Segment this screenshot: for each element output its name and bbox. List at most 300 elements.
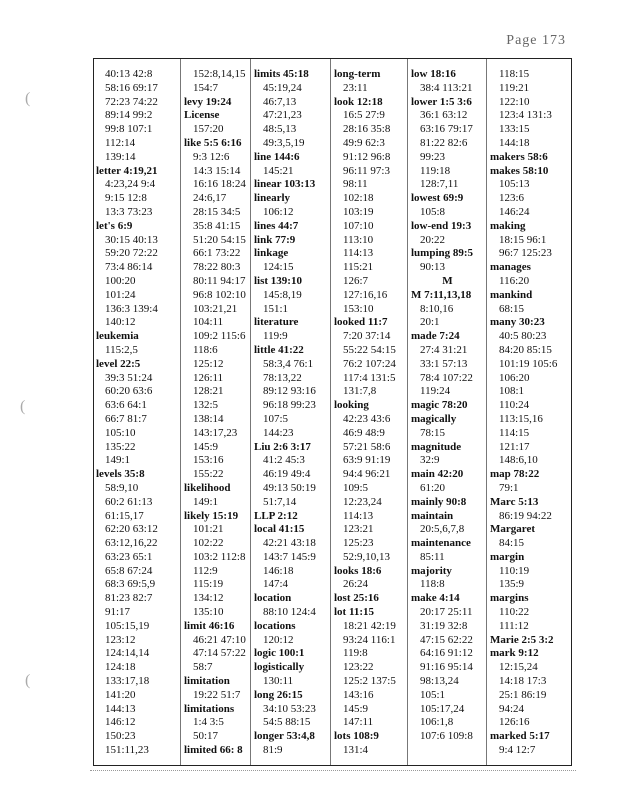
page-reference: 123:4 131:3	[499, 109, 552, 122]
page-reference: 126:16	[499, 716, 530, 729]
page-reference: 59:20 72:22	[105, 247, 158, 260]
page-reference: 117:4 131:5	[343, 371, 396, 384]
index-headword: margin	[490, 550, 525, 563]
page-reference: 113:15,16	[499, 412, 543, 425]
index-headword: like 5:5 6:16	[184, 136, 242, 149]
page-reference: 125:2 137:5	[343, 675, 396, 688]
index-headword: looked 11:7	[334, 316, 388, 329]
index-headword: M 7:11,13,18	[411, 288, 472, 301]
page-reference: 68:15	[499, 302, 525, 315]
page-reference: 65:8 67:24	[105, 564, 153, 577]
page-reference: 38:4 113:21	[420, 81, 473, 94]
index-headword: low-end 19:3	[411, 219, 472, 232]
binder-hole-mark-middle: (	[20, 398, 26, 415]
page-reference: 103:21,21	[193, 302, 238, 315]
page-reference: 157:20	[193, 123, 224, 136]
page-reference: 150:23	[105, 730, 136, 743]
index-headword: Marie 2:5 3:2	[490, 633, 554, 646]
page-reference: 119:24	[420, 385, 451, 398]
page-reference: 41:2 45:3	[263, 454, 305, 467]
page-reference: 127:16,16	[343, 288, 388, 301]
page-reference: 28:15 34:5	[193, 205, 241, 218]
index-headword: manages	[490, 261, 531, 274]
page-reference: 119:21	[499, 81, 530, 94]
index-headword: lot 11:15	[334, 606, 375, 619]
page-reference: 49:3,5,19	[263, 136, 305, 149]
page-reference: 123:6	[499, 192, 525, 205]
index-headword: maintenance	[411, 537, 471, 550]
page-reference: 112:9	[193, 564, 218, 577]
page-reference: 32:9	[420, 454, 440, 467]
page-reference: 78:22 80:3	[193, 261, 241, 274]
index-headword: looks 18:6	[334, 564, 382, 577]
page-reference: 26:24	[343, 578, 369, 591]
index-headword: letter 4:19,21	[96, 164, 158, 177]
page-reference: 90:13	[420, 261, 446, 274]
page-reference: 146:18	[263, 564, 294, 577]
page-reference: 91:12 96:8	[343, 150, 391, 163]
page-reference: 9:3 12:6	[193, 150, 230, 163]
index-headword: link 77:9	[254, 233, 296, 246]
index-headword: let's 6:9	[96, 219, 133, 232]
index-headword: many 30:23	[490, 316, 545, 329]
page-reference: 118:6	[193, 343, 218, 356]
index-headword: lower 1:5 3:6	[411, 95, 472, 108]
page-reference: 52:9,10,13	[343, 550, 391, 563]
column-divider	[407, 59, 408, 765]
page-reference: 96:8 102:10	[193, 288, 246, 301]
page-reference: 149:1	[193, 495, 219, 508]
page-reference: 64:16 91:12	[420, 647, 473, 660]
page-reference: 76:2 107:24	[343, 357, 396, 370]
column-divider	[250, 59, 251, 765]
page-reference: 119:9	[263, 330, 288, 343]
page-reference: 47:15 62:22	[420, 633, 473, 646]
page-reference: 49:9 62:3	[343, 136, 385, 149]
page-reference: 119:8	[343, 647, 368, 660]
page-reference: 112:14	[105, 136, 136, 149]
page-reference: 106:1,8	[420, 716, 454, 729]
page-reference: 93:24 116:1	[343, 633, 396, 646]
page-reference: 109:2 115:6	[193, 330, 246, 343]
page-reference: 148:6,10	[499, 454, 538, 467]
index-headword: lumping 89:5	[411, 247, 474, 260]
page-reference: 36:1 63:12	[420, 109, 468, 122]
page-reference: 133:17,18	[105, 675, 150, 688]
index-headword: line 144:6	[254, 150, 300, 163]
page-reference: 89:12 93:16	[263, 385, 316, 398]
page-reference: 55:22 54:15	[343, 343, 396, 356]
page-reference: 20:1	[420, 316, 440, 329]
page-reference: 101:21	[193, 523, 224, 536]
index-headword: list 139:10	[254, 274, 302, 287]
page-reference: 106:20	[499, 371, 530, 384]
page-reference: 84:20 85:15	[499, 343, 552, 356]
page-reference: 121:17	[499, 440, 530, 453]
page-reference: 96:11 97:3	[343, 164, 390, 177]
index-column-1	[94, 68, 180, 758]
page-reference: 145:8,19	[263, 288, 302, 301]
page-reference: 103:2 112:8	[193, 550, 246, 563]
page-number: Page 173	[506, 33, 566, 48]
index-headword: made 7:24	[411, 330, 460, 343]
index-headword: linearly	[254, 192, 291, 205]
index-headword: magic 78:20	[411, 399, 468, 412]
index-headword: License	[184, 109, 220, 122]
page-reference: 20:17 25:11	[420, 606, 473, 619]
page-reference: 135:9	[499, 578, 525, 591]
index-column-6	[488, 68, 572, 758]
page-reference: 14:3 15:14	[193, 164, 241, 177]
page-reference: 25:1 86:19	[499, 688, 547, 701]
page-reference: 58:7	[193, 661, 213, 674]
page-reference: 149:1	[105, 454, 131, 467]
page-reference: 60:2 61:13	[105, 495, 153, 508]
page-reference: 35:8 41:15	[193, 219, 241, 232]
page-reference: 135:22	[105, 440, 136, 453]
index-headword: LLP 2:12	[254, 509, 298, 522]
page-reference: 13:3 73:23	[105, 205, 153, 218]
page-reference: 9:4 12:7	[499, 744, 536, 757]
page-reference: 110:19	[499, 564, 530, 577]
page-reference: 138:14	[193, 412, 224, 425]
index-headword: local 41:15	[254, 523, 305, 536]
page-reference: 140:12	[105, 316, 136, 329]
page-reference: 91:17	[105, 606, 131, 619]
page-reference: 28:16 35:8	[343, 123, 391, 136]
page-reference: 107:5	[263, 412, 289, 425]
index-headword: limitations	[184, 702, 235, 715]
index-headword: linear 103:13	[254, 178, 316, 191]
page-reference: 107:6 109:8	[420, 730, 473, 743]
page-reference: 100:20	[105, 274, 136, 287]
page-reference: 99:8 107:1	[105, 123, 153, 136]
index-column-4	[332, 68, 407, 758]
page-reference: 51:7,14	[263, 495, 297, 508]
page-reference: 30:15 40:13	[105, 233, 158, 246]
index-headword: levels 35:8	[96, 468, 145, 481]
index-headword: mankind	[490, 288, 533, 301]
page-reference: 102:22	[193, 537, 224, 550]
page-reference: 18:21 42:19	[343, 619, 396, 632]
page-reference: 103:19	[343, 205, 374, 218]
page-reference: 45:19,24	[263, 81, 302, 94]
page-reference: 60:20 63:6	[105, 385, 153, 398]
binder-hole-mark-top: (	[25, 90, 31, 107]
page-reference: 18:15 96:1	[499, 233, 547, 246]
page-reference: 105:13	[499, 178, 530, 191]
page-reference: 119:18	[420, 164, 451, 177]
index-headword: mainly 90:8	[411, 495, 467, 508]
page-reference: 105:15,19	[105, 619, 150, 632]
page-reference: 85:11	[420, 550, 445, 563]
page-reference: 155:22	[193, 468, 224, 481]
page-reference: 9:15 12:8	[105, 192, 147, 205]
section-letter: M	[442, 274, 453, 287]
page-reference: 135:10	[193, 606, 224, 619]
index-column-5	[409, 68, 486, 744]
page-reference: 154:7	[193, 81, 219, 94]
page-reference: 81:22 82:6	[420, 136, 468, 149]
index-headword: map 78:22	[490, 468, 540, 481]
page-reference: 113:10	[343, 233, 374, 246]
page-reference: 46:19 49:4	[263, 468, 311, 481]
page-reference: 63:9 91:19	[343, 454, 391, 467]
page-reference: 46:21 47:10	[193, 633, 246, 646]
page-reference: 73:4 86:14	[105, 261, 153, 274]
page-reference: 47:14 57:22	[193, 647, 246, 660]
page-reference: 125:12	[193, 357, 224, 370]
page-reference: 16:5 27:9	[343, 109, 385, 122]
page-reference: 54:5 88:15	[263, 716, 311, 729]
page-reference: 7:20 37:14	[343, 330, 391, 343]
page-reference: 33:1 57:13	[420, 357, 468, 370]
page-reference: 89:14 99:2	[105, 109, 153, 122]
page-reference: 19:22 51:7	[193, 688, 241, 701]
page-reference: 94:4 96:21	[343, 468, 391, 481]
page-reference: 110:24	[499, 399, 530, 412]
index-headword: likelihood	[184, 481, 231, 494]
page-reference: 151:11,23	[105, 744, 149, 757]
page-reference: 23:11	[343, 81, 368, 94]
index-headword: Liu 2:6 3:17	[254, 440, 311, 453]
page-reference: 48:5,13	[263, 123, 297, 136]
page-reference: 81:23 82:7	[105, 592, 153, 605]
page-reference: 39:3 51:24	[105, 371, 153, 384]
index-headword: making	[490, 219, 526, 232]
index-headword: limited 66: 8	[184, 744, 243, 757]
index-headword: makes 58:10	[490, 164, 549, 177]
page-reference: 78:4 107:22	[420, 371, 473, 384]
page-reference: 40:5 80:23	[499, 330, 547, 343]
page-reference: 98:13,24	[420, 675, 459, 688]
index-headword: lowest 69:9	[411, 192, 464, 205]
index-headword: Margaret	[490, 523, 535, 536]
page-reference: 109:5	[343, 481, 369, 494]
page-reference: 96:18 99:23	[263, 399, 316, 412]
index-headword: majority	[411, 564, 452, 577]
page-reference: 86:19 94:22	[499, 509, 552, 522]
index-headword: long 26:15	[254, 688, 303, 701]
index-headword: level 22:5	[96, 357, 141, 370]
page-reference: 122:10	[499, 95, 530, 108]
index-headword: leukemia	[96, 330, 139, 343]
index-headword: low 18:16	[411, 68, 456, 80]
index-headword: linkage	[254, 247, 289, 260]
page-reference: 102:18	[343, 192, 374, 205]
index-headword: limits 45:18	[254, 68, 309, 80]
index-headword: literature	[254, 316, 299, 329]
page-reference: 101:19 105:6	[499, 357, 558, 370]
index-headword: levy 19:24	[184, 95, 232, 108]
column-divider	[486, 59, 487, 765]
page-reference: 145:9	[343, 702, 369, 715]
index-frame	[93, 58, 572, 766]
page-reference: 123:21	[343, 523, 374, 536]
page-reference: 40:13 42:8	[105, 68, 153, 80]
page-reference: 118:8	[420, 578, 445, 591]
page-reference: 123:22	[343, 661, 374, 674]
page-reference: 131:4	[343, 744, 369, 757]
index-column-2	[182, 68, 250, 758]
page-reference: 144:23	[263, 426, 294, 439]
page-reference: 84:15	[499, 537, 525, 550]
index-headword: limit 46:16	[184, 619, 235, 632]
page-reference: 132:5	[193, 399, 219, 412]
page-reference: 78:13,22	[263, 371, 302, 384]
page-reference: 153:10	[343, 302, 374, 315]
page-reference: 108:1	[499, 385, 525, 398]
page-reference: 118:15	[499, 68, 530, 80]
binder-hole-mark-bottom: (	[25, 672, 31, 689]
page-reference: 46:9 48:9	[343, 426, 385, 439]
index-headword: locations	[254, 619, 296, 632]
page-reference: 106:12	[263, 205, 294, 218]
page-reference: 91:16 95:14	[420, 661, 473, 674]
index-headword: logic 100:1	[254, 647, 305, 660]
index-headword: magically	[411, 412, 457, 425]
page-reference: 62:20 63:12	[105, 523, 158, 536]
page-reference: 124:18	[105, 661, 136, 674]
page-reference: 66:1 73:22	[193, 247, 241, 260]
index-headword: lost 25:16	[334, 592, 379, 605]
page-reference: 115:21	[343, 261, 374, 274]
page-reference: 123:12	[105, 633, 136, 646]
index-headword: marked 5:17	[490, 730, 550, 743]
index-headword: limitation	[184, 675, 230, 688]
index-headword: make 4:14	[411, 592, 460, 605]
index-headword: lots 108:9	[334, 730, 379, 743]
page-reference: 105:8	[420, 205, 446, 218]
index-headword: magnitude	[411, 440, 462, 453]
page-reference: 115:19	[193, 578, 224, 591]
page-reference: 101:24	[105, 288, 136, 301]
page-reference: 143:7 145:9	[263, 550, 316, 563]
page-reference: 49:13 50:19	[263, 481, 316, 494]
page-reference: 51:20 54:15	[193, 233, 246, 246]
page-reference: 80:11 94:17	[193, 274, 246, 287]
page-reference: 139:14	[105, 150, 136, 163]
page-reference: 125:23	[343, 537, 374, 550]
page-reference: 145:21	[263, 164, 294, 177]
index-headword: mark 9:12	[490, 647, 539, 660]
page-reference: 66:7 81:7	[105, 412, 147, 425]
page-reference: 105:1	[420, 688, 446, 701]
page-reference: 144:18	[499, 136, 530, 149]
page-reference: 81:9	[263, 744, 283, 757]
page-reference: 42:21 43:18	[263, 537, 316, 550]
page-reference: 147:11	[343, 716, 374, 729]
page-reference: 12:15,24	[499, 661, 538, 674]
page-reference: 116:20	[499, 274, 530, 287]
page-reference: 57:21 58:6	[343, 440, 391, 453]
page-reference: 147:4	[263, 578, 289, 591]
page-reference: 63:12,16,22	[105, 537, 158, 550]
page-reference: 133:15	[499, 123, 530, 136]
page-reference: 63:23 65:1	[105, 550, 153, 563]
page-reference: 126:7	[343, 274, 369, 287]
page-reference: 14:18 17:3	[499, 675, 547, 688]
index-headword: lines 44:7	[254, 219, 299, 232]
page-reference: 31:19 32:8	[420, 619, 468, 632]
page-reference: 146:12	[105, 716, 136, 729]
page-reference: 72:23 74:22	[105, 95, 158, 108]
page-reference: 78:15	[420, 426, 446, 439]
page-reference: 47:21,23	[263, 109, 302, 122]
page-reference: 58:3,4 76:1	[263, 357, 314, 370]
index-headword: Marc 5:13	[490, 495, 539, 508]
page-reference: 146:24	[499, 205, 530, 218]
page-reference: 94:24	[499, 702, 525, 715]
page-reference: 63:6 64:1	[105, 399, 147, 412]
index-headword: little 41:22	[254, 343, 304, 356]
index-headword: maintain	[411, 509, 454, 522]
index-headword: makers 58:6	[490, 150, 548, 163]
page-reference: 130:11	[263, 675, 294, 688]
page-reference: 114:13	[343, 247, 374, 260]
page-reference: 128:21	[193, 385, 224, 398]
page-reference: 134:12	[193, 592, 224, 605]
index-headword: logistically	[254, 661, 305, 674]
column-divider	[330, 59, 331, 765]
column-divider	[180, 59, 181, 765]
page-reference: 143:16	[343, 688, 374, 701]
page-reference: 105:10	[105, 426, 136, 439]
page-reference: 144:13	[105, 702, 136, 715]
page-reference: 152:8,14,15	[193, 68, 246, 80]
page-reference: 104:11	[193, 316, 224, 329]
page-reference: 143:17,23	[193, 426, 238, 439]
index-headword: looking	[334, 399, 369, 412]
page-reference: 111:12	[499, 619, 529, 632]
page-reference: 63:16 79:17	[420, 123, 473, 136]
page-reference: 153:16	[193, 454, 224, 467]
page-reference: 115:2,5	[105, 343, 138, 356]
page-reference: 50:17	[193, 730, 219, 743]
page-reference: 42:23 43:6	[343, 412, 391, 425]
page-reference: 20:22	[420, 233, 446, 246]
page-reference: 12:23,24	[343, 495, 382, 508]
index-headword: long-term	[334, 68, 381, 80]
page-reference: 131:7,8	[343, 385, 377, 398]
page-reference: 105:17,24	[420, 702, 465, 715]
page-reference: 126:11	[193, 371, 224, 384]
page-reference: 58:9,10	[105, 481, 139, 494]
page-reference: 136:3 139:4	[105, 302, 158, 315]
page-reference: 128:7,11	[420, 178, 459, 191]
page-reference: 141:20	[105, 688, 136, 701]
page-reference: 68:3 69:5,9	[105, 578, 156, 591]
page-reference: 120:12	[263, 633, 294, 646]
page-reference: 124:14,14	[105, 647, 150, 660]
page-reference: 27:4 31:21	[420, 343, 468, 356]
index-headword: location	[254, 592, 292, 605]
page-reference: 61:15,17	[105, 509, 144, 522]
index-headword: margins	[490, 592, 529, 605]
page-reference: 145:9	[193, 440, 219, 453]
page-reference: 88:10 124:4	[263, 606, 316, 619]
page-reference: 4:23,24 9:4	[105, 178, 156, 191]
scan-edge	[90, 770, 576, 771]
page-reference: 58:16 69:17	[105, 81, 158, 94]
page-reference: 61:20	[420, 481, 446, 494]
page-reference: 114:13	[343, 509, 374, 522]
index-headword: likely 15:19	[184, 509, 239, 522]
page-reference: 114:15	[499, 426, 530, 439]
page-reference: 16:16 18:24	[193, 178, 246, 191]
page-reference: 151:1	[263, 302, 289, 315]
page-reference: 20:5,6,7,8	[420, 523, 465, 536]
